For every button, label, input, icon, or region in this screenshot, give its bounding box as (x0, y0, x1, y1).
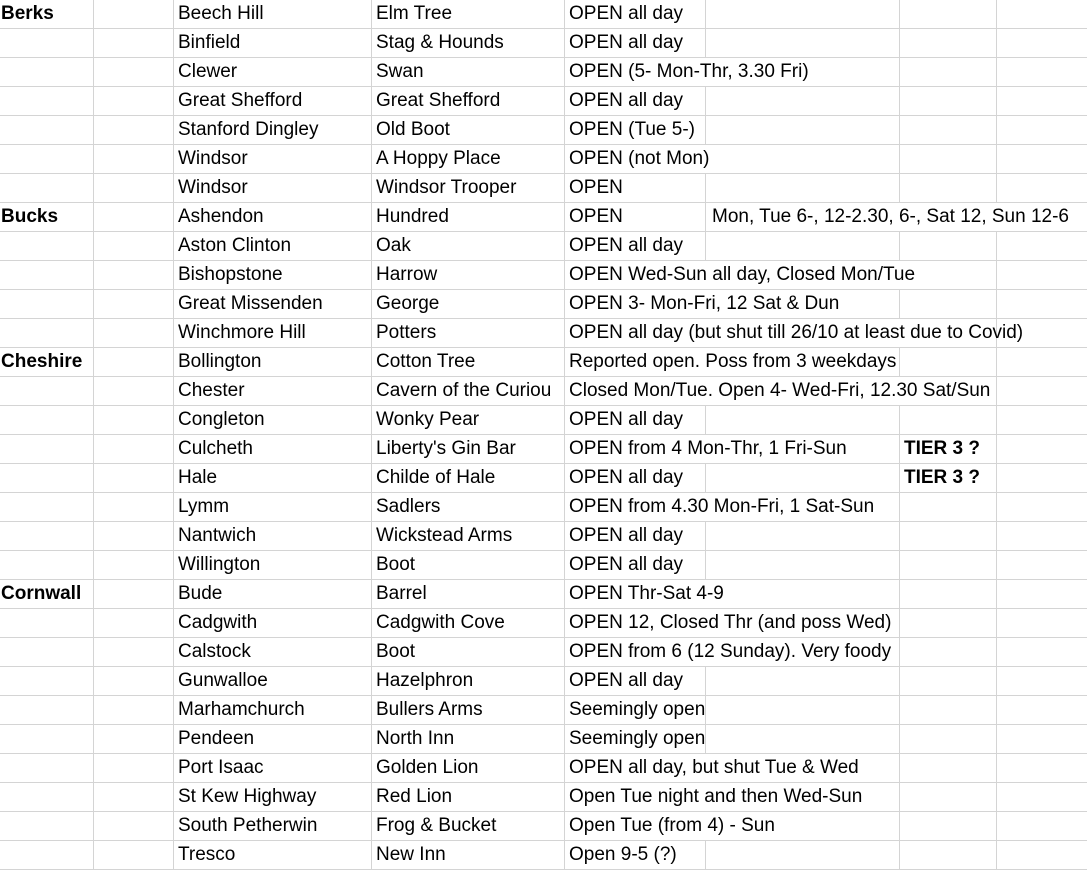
pub-cell[interactable]: New Inn (372, 841, 565, 870)
pub-cell[interactable]: Childe of Hale (372, 464, 565, 493)
town-cell[interactable]: Stanford Dingley (174, 116, 372, 145)
town-cell[interactable]: Nantwich (174, 522, 372, 551)
empty-cell[interactable] (94, 725, 174, 754)
empty-cell[interactable] (997, 58, 1087, 87)
status-cell[interactable]: Open Tue (from 4) - Sun (565, 812, 706, 841)
table-row (0, 406, 1087, 435)
empty-cell[interactable] (94, 754, 174, 783)
pub-cell[interactable]: Cavern of the Curiou (372, 377, 565, 406)
county-cell[interactable] (0, 261, 94, 290)
pub-cell[interactable]: Boot (372, 551, 565, 580)
town-cell[interactable]: Bollington (174, 348, 372, 377)
empty-cell[interactable] (997, 203, 1087, 232)
status-cell[interactable]: OPEN all day (565, 29, 706, 58)
notes-cell[interactable] (706, 174, 900, 203)
empty-cell[interactable] (94, 290, 174, 319)
table-row (0, 261, 1087, 290)
table-row (0, 754, 1087, 783)
pub-cell[interactable]: Great Shefford (372, 87, 565, 116)
status-cell[interactable]: OPEN 12, Closed Thr (and poss Wed) (565, 609, 706, 638)
empty-cell[interactable] (94, 580, 174, 609)
county-cell[interactable]: Berks (0, 0, 94, 29)
town-cell[interactable]: Cadgwith (174, 609, 372, 638)
empty-cell[interactable] (997, 290, 1087, 319)
county-cell[interactable] (0, 522, 94, 551)
pub-cell[interactable]: Boot (372, 638, 565, 667)
table-row (0, 783, 1087, 812)
table-row (0, 725, 1087, 754)
empty-cell[interactable] (94, 232, 174, 261)
tier-cell[interactable] (900, 58, 997, 87)
table-row (0, 348, 1087, 377)
town-cell[interactable]: Chester (174, 377, 372, 406)
county-cell[interactable] (0, 812, 94, 841)
empty-cell[interactable] (997, 232, 1087, 261)
table-row (0, 87, 1087, 116)
town-cell[interactable]: Windsor (174, 174, 372, 203)
tier-cell[interactable] (900, 87, 997, 116)
pub-cell[interactable]: Golden Lion (372, 754, 565, 783)
tier-cell[interactable] (900, 609, 997, 638)
pub-cell[interactable]: Bullers Arms (372, 696, 565, 725)
empty-cell[interactable] (997, 551, 1087, 580)
county-cell[interactable] (0, 696, 94, 725)
town-cell[interactable]: Beech Hill (174, 0, 372, 29)
tier-cell[interactable] (900, 754, 997, 783)
town-cell[interactable]: Calstock (174, 638, 372, 667)
pub-cell[interactable]: Oak (372, 232, 565, 261)
notes-cell[interactable] (706, 145, 900, 174)
tier-cell[interactable] (900, 203, 997, 232)
status-cell[interactable]: OPEN all day (565, 87, 706, 116)
empty-cell[interactable] (997, 406, 1087, 435)
empty-cell[interactable] (997, 377, 1087, 406)
empty-cell[interactable] (997, 522, 1087, 551)
empty-cell[interactable] (94, 812, 174, 841)
empty-cell[interactable] (94, 638, 174, 667)
town-cell[interactable]: South Petherwin (174, 812, 372, 841)
tier-cell[interactable] (900, 580, 997, 609)
pub-cell[interactable]: North Inn (372, 725, 565, 754)
county-cell[interactable] (0, 406, 94, 435)
empty-cell[interactable] (94, 609, 174, 638)
tier-cell[interactable] (900, 348, 997, 377)
table-row (0, 493, 1087, 522)
town-cell[interactable]: Binfield (174, 29, 372, 58)
tier-cell[interactable] (900, 406, 997, 435)
county-cell[interactable]: Bucks (0, 203, 94, 232)
town-cell[interactable]: Clewer (174, 58, 372, 87)
county-cell[interactable]: Cheshire (0, 348, 94, 377)
empty-cell[interactable] (94, 319, 174, 348)
notes-cell[interactable] (706, 667, 900, 696)
county-cell[interactable] (0, 493, 94, 522)
tier-cell[interactable] (900, 667, 997, 696)
empty-cell[interactable] (997, 0, 1087, 29)
tier-cell[interactable] (900, 0, 997, 29)
town-cell[interactable]: Windsor (174, 145, 372, 174)
notes-cell[interactable]: Mon, Tue 6-, 12-2.30, 6-, Sat 12, Sun 12-6 (706, 203, 900, 232)
table-row (0, 841, 1087, 870)
empty-cell[interactable] (94, 261, 174, 290)
empty-cell[interactable] (997, 348, 1087, 377)
empty-cell[interactable] (94, 145, 174, 174)
town-cell[interactable]: Bishopstone (174, 261, 372, 290)
table-row (0, 522, 1087, 551)
tier-cell[interactable] (900, 232, 997, 261)
empty-cell[interactable] (94, 58, 174, 87)
empty-cell[interactable] (94, 348, 174, 377)
county-cell[interactable] (0, 29, 94, 58)
table-row (0, 667, 1087, 696)
notes-cell[interactable] (706, 522, 900, 551)
empty-cell[interactable] (94, 841, 174, 870)
empty-cell[interactable] (997, 261, 1087, 290)
tier-cell[interactable]: TIER 3 ? (900, 435, 997, 464)
town-cell[interactable]: Bude (174, 580, 372, 609)
status-cell[interactable]: OPEN all day (565, 522, 706, 551)
status-cell[interactable]: Open Tue night and then Wed-Sun (565, 783, 706, 812)
county-cell[interactable] (0, 667, 94, 696)
status-cell[interactable]: Reported open. Poss from 3 weekdays (565, 348, 706, 377)
pub-cell[interactable]: Wickstead Arms (372, 522, 565, 551)
county-cell[interactable] (0, 319, 94, 348)
town-cell[interactable]: Port Isaac (174, 754, 372, 783)
pub-cell[interactable]: Harrow (372, 261, 565, 290)
empty-cell[interactable] (94, 464, 174, 493)
pub-cell[interactable]: Red Lion (372, 783, 565, 812)
table-row (0, 377, 1087, 406)
status-cell[interactable]: OPEN all day (but shut till 26/10 at least due to Covid) (565, 319, 706, 348)
tier-cell[interactable] (900, 783, 997, 812)
status-cell[interactable]: OPEN all day (565, 232, 706, 261)
status-cell[interactable]: Open 9-5 (?) (565, 841, 706, 870)
notes-cell[interactable] (706, 116, 900, 145)
tier-cell[interactable] (900, 812, 997, 841)
status-cell[interactable]: OPEN all day (565, 406, 706, 435)
table-row (0, 0, 1087, 29)
status-cell[interactable]: OPEN (not Mon) (565, 145, 706, 174)
county-cell[interactable] (0, 435, 94, 464)
empty-cell[interactable] (94, 783, 174, 812)
empty-cell[interactable] (997, 696, 1087, 725)
pub-cell[interactable]: Cotton Tree (372, 348, 565, 377)
status-cell[interactable]: OPEN (5- Mon-Thr, 3.30 Fri) (565, 58, 706, 87)
empty-cell[interactable] (94, 551, 174, 580)
pub-cell[interactable]: Old Boot (372, 116, 565, 145)
town-cell[interactable]: Ashendon (174, 203, 372, 232)
empty-cell[interactable] (94, 696, 174, 725)
town-cell[interactable]: Pendeen (174, 725, 372, 754)
pub-cell[interactable]: Liberty's Gin Bar (372, 435, 565, 464)
empty-cell[interactable] (94, 29, 174, 58)
table-row (0, 609, 1087, 638)
pub-cell[interactable]: Swan (372, 58, 565, 87)
tier-cell[interactable] (900, 493, 997, 522)
status-cell[interactable]: Seemingly open (565, 696, 706, 725)
empty-cell[interactable] (997, 580, 1087, 609)
county-cell[interactable] (0, 551, 94, 580)
empty-cell[interactable] (997, 667, 1087, 696)
table-row (0, 58, 1087, 87)
tier-cell[interactable] (900, 551, 997, 580)
empty-cell[interactable] (997, 87, 1087, 116)
pub-cell[interactable]: Windsor Trooper (372, 174, 565, 203)
empty-cell[interactable] (997, 841, 1087, 870)
county-cell[interactable] (0, 145, 94, 174)
status-cell[interactable]: OPEN (565, 203, 706, 232)
table-row (0, 551, 1087, 580)
county-cell[interactable] (0, 754, 94, 783)
county-cell[interactable] (0, 290, 94, 319)
county-cell[interactable] (0, 638, 94, 667)
table-row (0, 29, 1087, 58)
status-cell[interactable]: OPEN from 6 (12 Sunday). Very foody (565, 638, 706, 667)
table-row (0, 638, 1087, 667)
town-cell[interactable]: Congleton (174, 406, 372, 435)
town-cell[interactable]: Aston Clinton (174, 232, 372, 261)
status-cell[interactable]: OPEN from 4 Mon-Thr, 1 Fri-Sun (565, 435, 706, 464)
town-cell[interactable]: St Kew Highway (174, 783, 372, 812)
table-row (0, 145, 1087, 174)
notes-cell[interactable] (706, 232, 900, 261)
notes-cell[interactable] (706, 87, 900, 116)
table-row (0, 580, 1087, 609)
notes-cell[interactable] (706, 580, 900, 609)
empty-cell[interactable] (997, 435, 1087, 464)
empty-cell[interactable] (94, 522, 174, 551)
status-cell[interactable]: OPEN 3- Mon-Fri, 12 Sat & Dun (565, 290, 706, 319)
tier-cell[interactable] (900, 29, 997, 58)
table-row (0, 464, 1087, 493)
status-cell[interactable]: Seemingly open (565, 725, 706, 754)
empty-cell[interactable] (997, 493, 1087, 522)
tier-cell[interactable] (900, 145, 997, 174)
pub-cell[interactable]: Potters (372, 319, 565, 348)
table-row (0, 319, 1087, 348)
county-cell[interactable] (0, 464, 94, 493)
notes-cell[interactable] (706, 29, 900, 58)
tier-cell[interactable] (900, 290, 997, 319)
town-cell[interactable]: Culcheth (174, 435, 372, 464)
empty-cell[interactable] (94, 0, 174, 29)
town-cell[interactable]: Willington (174, 551, 372, 580)
county-cell[interactable] (0, 116, 94, 145)
empty-cell[interactable] (997, 116, 1087, 145)
empty-cell[interactable] (94, 87, 174, 116)
status-cell[interactable]: OPEN (565, 174, 706, 203)
empty-cell[interactable] (94, 203, 174, 232)
empty-cell[interactable] (94, 377, 174, 406)
notes-cell[interactable] (706, 696, 900, 725)
pub-cell[interactable]: George (372, 290, 565, 319)
town-cell[interactable]: Great Shefford (174, 87, 372, 116)
county-cell[interactable] (0, 725, 94, 754)
tier-cell[interactable] (900, 174, 997, 203)
tier-cell[interactable] (900, 116, 997, 145)
county-cell[interactable] (0, 58, 94, 87)
table-row (0, 696, 1087, 725)
notes-cell[interactable] (706, 725, 900, 754)
status-cell[interactable]: Closed Mon/Tue. Open 4- Wed-Fri, 12.30 Sat/Sun (565, 377, 706, 406)
empty-cell[interactable] (997, 464, 1087, 493)
empty-cell[interactable] (997, 145, 1087, 174)
status-cell[interactable]: OPEN all day (565, 464, 706, 493)
town-cell[interactable]: Great Missenden (174, 290, 372, 319)
empty-cell[interactable] (94, 493, 174, 522)
county-cell[interactable] (0, 841, 94, 870)
county-cell[interactable] (0, 609, 94, 638)
empty-cell[interactable] (997, 754, 1087, 783)
notes-cell[interactable] (706, 464, 900, 493)
pub-cell[interactable]: Hundred (372, 203, 565, 232)
tier-cell[interactable] (900, 696, 997, 725)
status-cell[interactable]: OPEN Wed-Sun all day, Closed Mon/Tue (565, 261, 706, 290)
status-cell[interactable]: OPEN from 4.30 Mon-Fri, 1 Sat-Sun (565, 493, 706, 522)
county-cell[interactable] (0, 377, 94, 406)
empty-cell[interactable] (94, 174, 174, 203)
tier-cell[interactable] (900, 638, 997, 667)
empty-cell[interactable] (997, 812, 1087, 841)
table-row (0, 812, 1087, 841)
county-cell[interactable] (0, 783, 94, 812)
table-row (0, 232, 1087, 261)
pub-cell[interactable]: Cadgwith Cove (372, 609, 565, 638)
empty-cell[interactable] (997, 609, 1087, 638)
town-cell[interactable]: Gunwalloe (174, 667, 372, 696)
town-cell[interactable]: Tresco (174, 841, 372, 870)
county-cell[interactable] (0, 87, 94, 116)
tier-cell[interactable] (900, 841, 997, 870)
town-cell[interactable]: Lymm (174, 493, 372, 522)
empty-cell[interactable] (94, 406, 174, 435)
tier-cell[interactable] (900, 522, 997, 551)
table-row (0, 174, 1087, 203)
pub-cell[interactable]: Sadlers (372, 493, 565, 522)
empty-cell[interactable] (997, 29, 1087, 58)
county-cell[interactable] (0, 232, 94, 261)
table-row (0, 116, 1087, 145)
county-cell[interactable] (0, 174, 94, 203)
notes-cell[interactable] (706, 0, 900, 29)
status-cell[interactable]: OPEN all day (565, 667, 706, 696)
town-cell[interactable]: Winchmore Hill (174, 319, 372, 348)
table-row (0, 290, 1087, 319)
town-cell[interactable]: Marhamchurch (174, 696, 372, 725)
notes-cell[interactable] (706, 841, 900, 870)
table-row (0, 435, 1087, 464)
county-cell[interactable]: Cornwall (0, 580, 94, 609)
notes-cell[interactable] (706, 406, 900, 435)
empty-cell[interactable] (94, 435, 174, 464)
empty-cell[interactable] (997, 783, 1087, 812)
status-cell[interactable]: OPEN all day, but shut Tue & Wed (565, 754, 706, 783)
empty-cell[interactable] (94, 667, 174, 696)
town-cell[interactable]: Hale (174, 464, 372, 493)
empty-cell[interactable] (94, 116, 174, 145)
status-cell[interactable]: OPEN all day (565, 0, 706, 29)
pub-cell[interactable]: Barrel (372, 580, 565, 609)
empty-cell[interactable] (997, 174, 1087, 203)
notes-cell[interactable] (706, 551, 900, 580)
pub-cell[interactable]: Wonky Pear (372, 406, 565, 435)
tier-cell[interactable] (900, 725, 997, 754)
empty-cell[interactable] (997, 725, 1087, 754)
pub-cell[interactable]: Stag & Hounds (372, 29, 565, 58)
empty-cell[interactable] (997, 638, 1087, 667)
pub-cell[interactable]: Frog & Bucket (372, 812, 565, 841)
status-cell[interactable]: OPEN all day (565, 551, 706, 580)
pub-cell[interactable]: Hazelphron (372, 667, 565, 696)
table-row (0, 203, 1087, 232)
pub-cell[interactable]: A Hoppy Place (372, 145, 565, 174)
pub-cell[interactable]: Elm Tree (372, 0, 565, 29)
status-cell[interactable]: OPEN Thr-Sat 4-9 (565, 580, 706, 609)
status-cell[interactable]: OPEN (Tue 5-) (565, 116, 706, 145)
tier-cell[interactable]: TIER 3 ? (900, 464, 997, 493)
